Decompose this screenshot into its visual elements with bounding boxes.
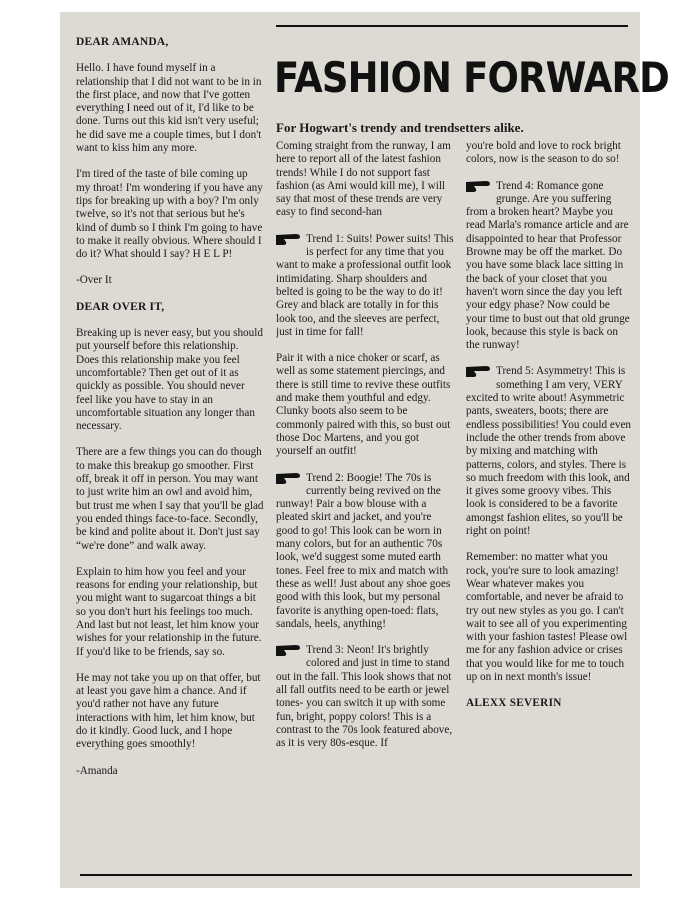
fashion-column-1: [276, 140, 456, 763]
pointing-hand-icon: [466, 365, 492, 380]
reply-paragraph: There are a few things you can do though to make this breakup go smoother. First off, break it off in person. You may want to just write him an owl and avoid him, but trust me when I say that you'll be glad you ended things face-to-face. Secondly, be kind and polite about it. Don't just say “we're done” and walk away.: [76, 446, 264, 552]
page-title: FASHION FORWARD: [274, 53, 669, 102]
trend-paragraph: [276, 472, 456, 632]
reply-paragraph: Explain to him how you feel and your reasons for ending your relationship, but you might want to sugarcoat things a bit so you don't hurt his feelings too much. And last but not least, let him know your wishes for your relationship in the future. If you'd like to be friends, say so.: [76, 565, 262, 658]
author-signature: ALEXX SEVERIN: [466, 697, 562, 710]
trend-paragraph: [276, 233, 456, 339]
pointing-hand-icon: [276, 233, 302, 248]
top-rule: [276, 25, 628, 27]
trend-text: Trend 1: Suits! Power suits! This is perfect for any time that you want to make a professional outfit look intimidating. Sharp shoulders and belted is going to be the way to do it! Grey and black are totally in for this look too, and the sleeves are perfect, just in time for fall!: [276, 232, 454, 338]
reply-paragraph: He may not take you up on that offer, but at least you gave him a chance. And if you'd rather not have any future interactions with him, let him know, but do it kindly. Good luck, and I hope everything goes smoothly!: [76, 671, 261, 751]
advice-column: [76, 36, 264, 791]
continued-paragraph: you're bold and love to rock bright colors, now is the season to do so!: [466, 140, 621, 166]
intro-paragraph: Coming straight from the runway, I am here to report all of the latest fashion trends! While I do not support fast fashion (as Ami would kill me), I will say that most of these trends are very easy to find second-han: [276, 140, 451, 219]
pointing-hand-icon: [276, 472, 302, 487]
trend-paragraph: [466, 365, 632, 538]
letter-paragraph: I'm tired of the taste of bile coming up my throat! I'm wondering if you have any tips for breaking up with a boy? I'm only twelve, so it's not that serious but he's kind of dumb so I think I'm going to have to make it really obvious. Where should I do it? What should I say? H E L P!: [76, 168, 263, 261]
closing-paragraph: Remember: no matter what you rock, you're sure to look amazing! Wear whatever makes you comfortable, and never be afraid to try out new styles as you go. I can't wait to see all of you experimenting with your fashion tastes! Please owl me for any fashion advice or crises that you would like for me to touch up on in next month's issue!: [466, 551, 628, 683]
pointing-hand-icon: [466, 180, 492, 195]
bottom-rule: [80, 874, 632, 876]
fashion-column-2: [466, 140, 632, 724]
page-subtitle: For Hogwart's trendy and trendsetters alike.: [276, 120, 524, 135]
trend-text: Trend 3: Neon! It's brightly colored and just in time to stand out in the fall. This look shows that not all fall outfits need to be earth or jewel tones- you can switch it up with some fun, bright, poppy colors! This is a contrast to the 70s look featured above, as it is very 80s-esque. If: [276, 644, 453, 750]
reply-heading: DEAR OVER IT,: [76, 300, 165, 313]
trend-text: Trend 2: Boogie! The 70s is currently being revived on the runway! Pair a bow blouse with a pleated skirt and jacket, and you're good to go! This look can be worn in many colors, but for an authentic 70s look, we'd suggest some muted earth tones. Feel free to mix and match with these as well! Just about any shoe goes good with this look, but my personal favorite is anything open-toed: flats, sandals, heels, anything!: [276, 471, 451, 630]
pointing-hand-icon: [276, 644, 302, 659]
reply-signature: -Amanda: [76, 764, 118, 777]
letter-signature: -Over It: [76, 274, 112, 287]
trend-paragraph: Pair it with a nice choker or scarf, as well as some statement piercings, and there is still time to revive these outfits and make them youthful and edgy. Clunky boots also seem to be commonly paired with this, so bust out those Doc Martens, and you got yourself an outfit!: [276, 352, 451, 458]
reply-paragraph: Breaking up is never easy, but you should put yourself before this relationship. Does this relationship make you feel uncomfortable? Then get out of it as quickly as possible. You should never feel like you have to stay in an uncomfortable situation any longer than necessary.: [76, 327, 263, 433]
newsletter-page: [60, 12, 669, 888]
trend-paragraph: [276, 644, 456, 750]
trend-text: Trend 4: Romance gone grunge. Are you suffering from a broken heart? Maybe you read Marla's romance article and are disappointed to hear that Professor Browne may be off the market. Do you have some black lace sitting in the back of your closet that you haven't worn since the day you left your edgy phase? Now could be your time to bust out that old grunge look, because this style is back on the runway!: [466, 179, 630, 352]
trend-paragraph: [466, 180, 632, 353]
letter-heading: DEAR AMANDA,: [76, 36, 169, 48]
letter-paragraph: Hello. I have found myself in a relationship that I did not want to be in in the first place, and now that I've gotten everything I need out of it, I'd like to be done. Turns out this kid isn't very useful; he did save me a couple times, but I don't want to kiss him any more.: [76, 62, 262, 155]
trend-text: Trend 5: Asymmetry! This is something I am very, VERY excited to write about! Asymmetric pants, sweaters, boots; there are endless possibilities! You could even include the other trends from above by mixing and matching with patterns, colors, and styles. There is so much freedom with this look, and it gives some groovy vibes. This look is considered to be a favorite amongst fashion elites, so you'll be right on point!: [466, 365, 632, 538]
